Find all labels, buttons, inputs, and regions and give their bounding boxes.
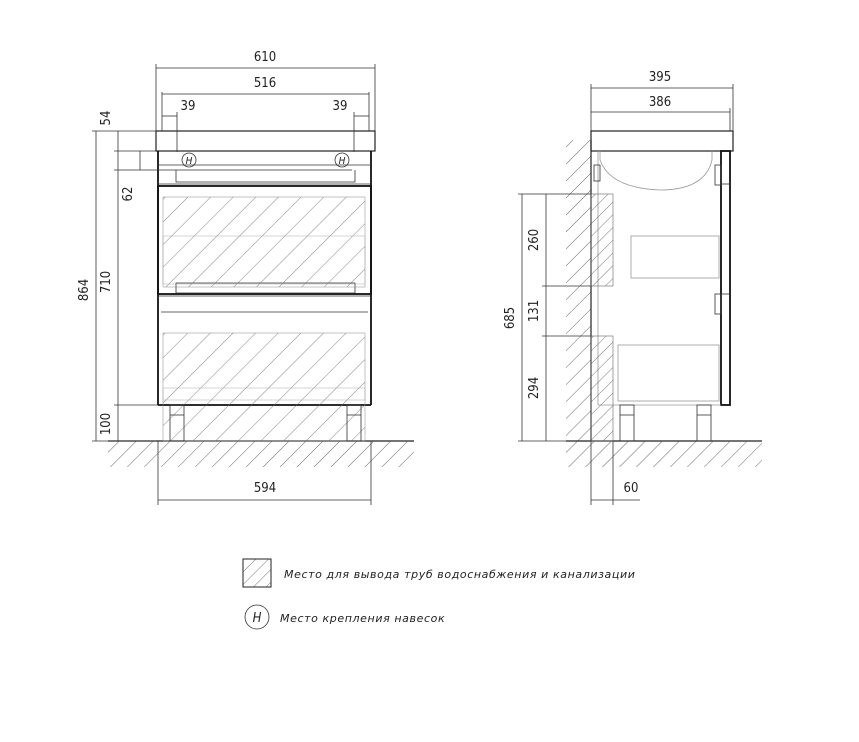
- dim-upper-zone: 260: [527, 228, 542, 252]
- front-floor: [108, 441, 414, 467]
- legend-mount: [245, 605, 445, 629]
- side-basin: [600, 151, 712, 190]
- dim-total-depth: 395: [648, 70, 672, 85]
- dim-base-width: 594: [253, 481, 277, 496]
- dim-inner-depth: 386: [648, 95, 672, 110]
- dim-right-offset: 39: [332, 99, 348, 114]
- legend-pipes: [243, 559, 635, 587]
- dim-body-height: 710: [99, 270, 114, 294]
- side-legs: [620, 405, 711, 441]
- mount-symbol-right: [335, 153, 349, 167]
- dim-zone-total: 685: [503, 306, 518, 330]
- mount-symbol-left: [182, 153, 196, 167]
- side-view: [503, 70, 762, 505]
- side-wall: [566, 140, 591, 441]
- legend-mount-label: Место крепления навесок: [280, 612, 446, 625]
- dim-total-height: 864: [77, 278, 92, 302]
- dim-lower-zone: 294: [527, 376, 542, 400]
- svg-text:H: H: [185, 156, 193, 167]
- svg-text:H: H: [252, 611, 262, 626]
- svg-text:H: H: [338, 156, 346, 167]
- pipe-zone-side-lower: [591, 336, 613, 441]
- dim-left-offset: 39: [180, 99, 196, 114]
- dim-leg-height: 100: [99, 412, 114, 436]
- pipe-zone-front-upper: [163, 197, 365, 287]
- dim-wall-offset: 60: [623, 481, 639, 496]
- pipe-zone-side-upper: [591, 194, 613, 286]
- legend-hatch-swatch: [243, 559, 271, 587]
- front-countertop: [156, 131, 375, 151]
- side-countertop: [591, 131, 733, 151]
- front-view: [77, 50, 414, 505]
- legend-pipes-label: Место для вывода труб водоснабжения и канализации: [284, 568, 636, 581]
- dim-top-thickness: 54: [99, 110, 114, 126]
- dim-drawer-gap: 62: [121, 186, 136, 202]
- dim-middle-zone: 131: [527, 299, 542, 323]
- legend: [243, 559, 635, 629]
- dim-inner-width: 516: [253, 76, 277, 91]
- dim-total-width: 610: [253, 50, 277, 65]
- side-floor: [566, 441, 762, 467]
- pipe-zone-front-lower: [163, 333, 365, 441]
